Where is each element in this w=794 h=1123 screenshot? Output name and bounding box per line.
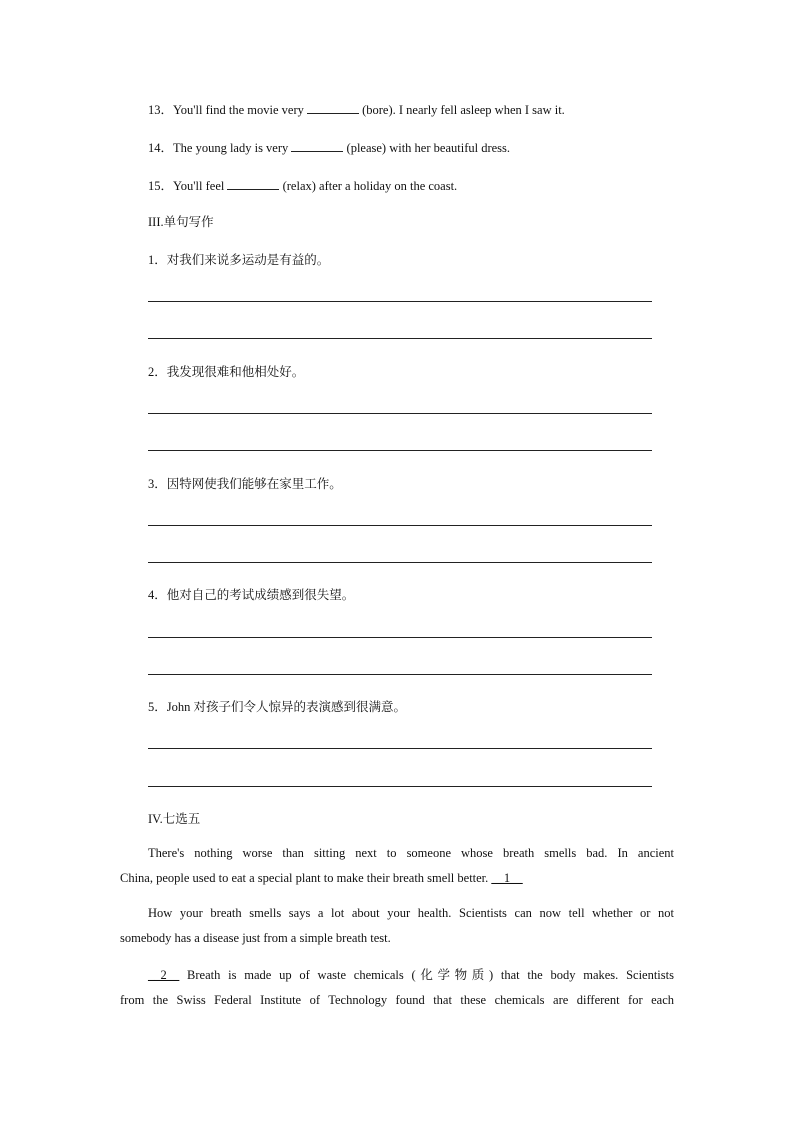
question-15 — [148, 176, 457, 194]
blank-1[interactable]: __1__ — [491, 871, 523, 885]
item-number: 1． — [148, 253, 167, 267]
passage-line: __2__ Breath is made up of waste chemicals (化学物质) that the body makes. Scientists — [148, 968, 674, 982]
question-number: 14． — [148, 141, 174, 155]
answer-blank[interactable] — [291, 141, 343, 152]
item-text: 他对自己的考试成绩感到很失望。 — [166, 588, 355, 602]
question-number: 13． — [148, 103, 174, 117]
item-number: 2． — [148, 365, 167, 379]
passage-line: China, people used to eat a special plant to make their breath smell better. __1__ — [120, 871, 523, 885]
passage-line: somebody has a disease just from a simple breath test. — [120, 931, 391, 945]
translation-3 — [148, 474, 342, 492]
item-number: 5． — [148, 700, 167, 714]
question-hint: (relax) after a holiday on the coast. — [279, 179, 458, 193]
question-text: You'll find the movie very — [173, 103, 307, 117]
answer-line[interactable] — [148, 637, 652, 638]
question-hint: (please) with her beautiful dress. — [343, 141, 511, 155]
item-text: John 对孩子们令人惊异的表演感到很满意。 — [166, 700, 407, 714]
translation-1 — [148, 250, 329, 268]
answer-line[interactable] — [148, 562, 652, 563]
item-text: 因特网使我们能够在家里工作。 — [166, 477, 342, 491]
passage-line: There's nothing worse than sitting next to someone whose breath smells bad. In ancient — [148, 846, 674, 860]
question-13 — [148, 100, 565, 118]
translation-2 — [148, 362, 304, 380]
translation-5 — [148, 697, 406, 715]
answer-line[interactable] — [148, 301, 652, 302]
passage-paragraph-1 — [120, 841, 674, 891]
passage-paragraph-2 — [120, 901, 674, 951]
answer-line[interactable] — [148, 450, 652, 451]
item-text: 我发现很难和他相处好。 — [166, 365, 305, 379]
question-text: The young lady is very — [173, 141, 292, 155]
passage-line: from the Swiss Federal Institute of Technology found that these chemicals are different for each — [120, 993, 674, 1007]
section-3-title: III.单句写作 — [148, 215, 214, 229]
answer-line[interactable] — [148, 674, 652, 675]
answer-line[interactable] — [148, 786, 652, 787]
answer-line[interactable] — [148, 525, 652, 526]
answer-line[interactable] — [148, 748, 652, 749]
passage-paragraph-3 — [120, 963, 674, 1013]
section-4-title: IV.七选五 — [148, 812, 201, 826]
item-text: 对我们来说多运动是有益的。 — [166, 253, 330, 267]
answer-blank[interactable] — [227, 179, 279, 190]
translation-4 — [148, 585, 354, 603]
blank-2[interactable]: __2__ — [148, 968, 180, 982]
item-number: 4． — [148, 588, 167, 602]
answer-blank[interactable] — [307, 103, 359, 114]
question-number: 15． — [148, 179, 174, 193]
answer-line[interactable] — [148, 338, 652, 339]
passage-line: How your breath smells says a lot about your health. Scientists can now tell whether or not — [148, 906, 674, 920]
question-14 — [148, 138, 510, 156]
item-number: 3． — [148, 477, 167, 491]
question-text: You'll feel — [173, 179, 228, 193]
question-hint: (bore). I nearly fell asleep when I saw it. — [358, 103, 565, 117]
answer-line[interactable] — [148, 413, 652, 414]
